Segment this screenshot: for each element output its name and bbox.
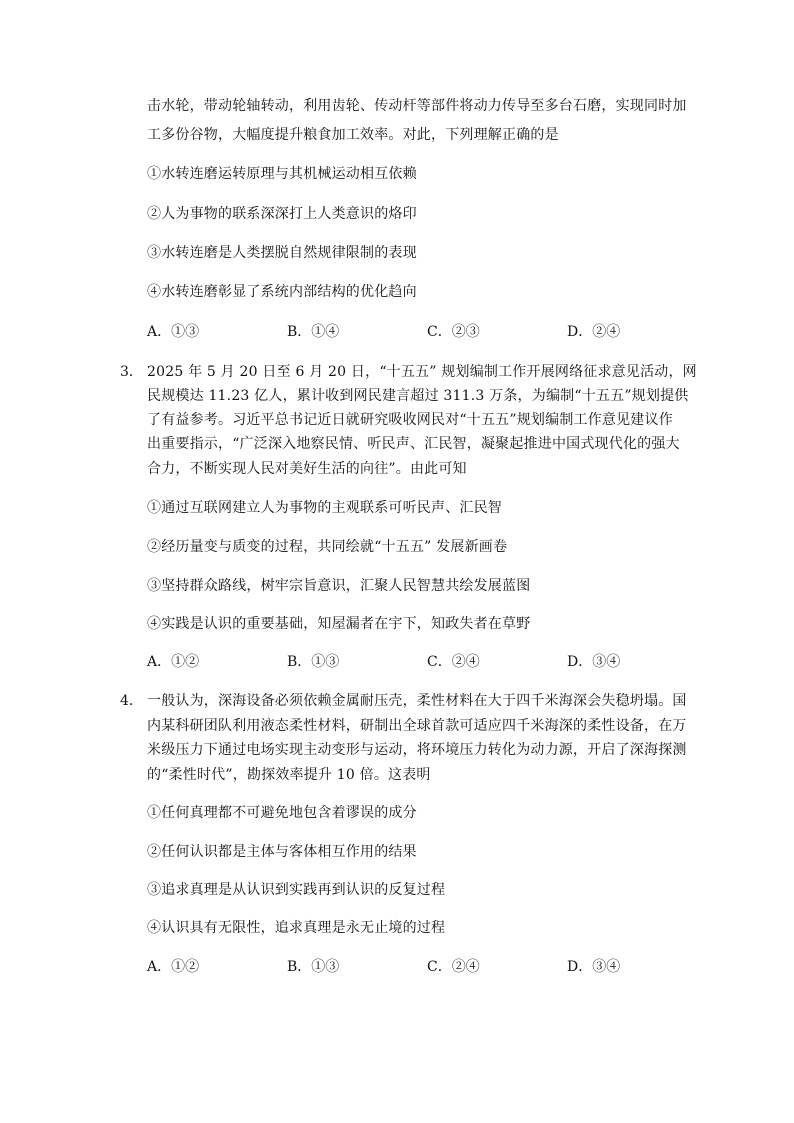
choice-d[interactable]: D．③④	[567, 654, 621, 670]
statement-3: ③追求真理是从认识到实践再到认识的反复过程	[147, 882, 446, 898]
question-stem-line: 内某科研团队利用液态柔性材料，研制出全球首款可适应四千米海深的柔性设备，在万	[147, 718, 687, 734]
statement-1: ①任何真理都不可避免地包含着谬误的成分	[147, 805, 417, 821]
choice-c[interactable]: C．②④	[427, 959, 480, 975]
question-number: 4．	[120, 693, 143, 709]
answer-choices	[147, 652, 667, 672]
question-stem-line: 合力，不断实现人民对美好生活的向往”。由此可知	[147, 461, 467, 477]
choice-c[interactable]: C．②④	[427, 654, 480, 670]
statement-3: ③坚持群众路线，树牢宗旨意识，汇聚人民智慧共绘发展蓝图	[147, 578, 531, 594]
question-stem-line: 米级压力下通过电场实现主动变形与运动，将环境压力转化为动力源，开启了深海探测	[147, 742, 687, 758]
question-stem-line: 出重要指示，“广泛深入地察民情、听民声、汇民智，凝聚起推进中国式现代化的强大	[147, 436, 680, 452]
choice-a[interactable]: A．①③	[147, 324, 200, 340]
choice-c[interactable]: C．②③	[427, 324, 480, 340]
choice-d[interactable]: D．③④	[567, 959, 621, 975]
statement-2: ②人为事物的联系深深打上人类意识的烙印	[147, 206, 417, 222]
statement-1: ①水转连磨运转原理与其机械运动相互依赖	[147, 166, 417, 182]
choice-a[interactable]: A．①②	[147, 654, 200, 670]
statement-2: ②任何认识都是主体与客体相互作用的结果	[147, 844, 417, 860]
question-number: 3．	[120, 364, 143, 380]
question-stem-line: 一般认为，深海设备必须依赖金属耐压壳，柔性材料在大于四千米海深会失稳坍塌。国	[147, 693, 687, 709]
choice-b[interactable]: B．①③	[287, 654, 340, 670]
choice-b[interactable]: B．①④	[287, 324, 340, 340]
question-stem-line: 的“柔性时代”，勘探效率提升 10 倍。这表明	[147, 767, 431, 783]
statement-2: ②经历量变与质变的过程，共同绘就“十五五” 发展新画卷	[147, 539, 508, 555]
choice-d[interactable]: D．②④	[567, 324, 621, 340]
statement-4: ④水转连磨彰显了系统内部结构的优化趋向	[147, 284, 417, 300]
answer-choices	[147, 322, 667, 342]
question-stem-line: 民规模达 11.23 亿人，累计收到网民建言超过 311.3 万条，为编制“十五五”规划提供	[147, 388, 689, 404]
statement-1: ①通过互联网建立人为事物的主观联系可听民声、汇民智	[147, 500, 502, 516]
choice-a[interactable]: A．①②	[147, 959, 200, 975]
question-stem-line: 工多份谷物，大幅度提升粮食加工效率。对此，下列理解正确的是	[147, 127, 559, 143]
statement-4: ④实践是认识的重要基础，知屋漏者在宇下，知政失者在草野	[147, 616, 531, 632]
question-stem-line: 击水轮，带动轮轴转动，利用齿轮、传动杆等部件将动力传导至多台石磨，实现同时加	[147, 98, 687, 114]
question-stem-line: 了有益参考。习近平总书记近日就研究吸收网民对“十五五”规划编制工作意见建议作	[147, 412, 673, 428]
answer-choices	[147, 957, 667, 977]
choice-b[interactable]: B．①③	[287, 959, 340, 975]
statement-3: ③水转连磨是人类摆脱自然规律限制的表现	[147, 245, 417, 261]
statement-4: ④认识具有无限性，追求真理是永无止境的过程	[147, 920, 446, 936]
question-stem-line: 2025 年 5 月 20 日至 6 月 20 日，“十五五” 规划编制工作开展网络征求意见活动，网	[147, 364, 697, 380]
